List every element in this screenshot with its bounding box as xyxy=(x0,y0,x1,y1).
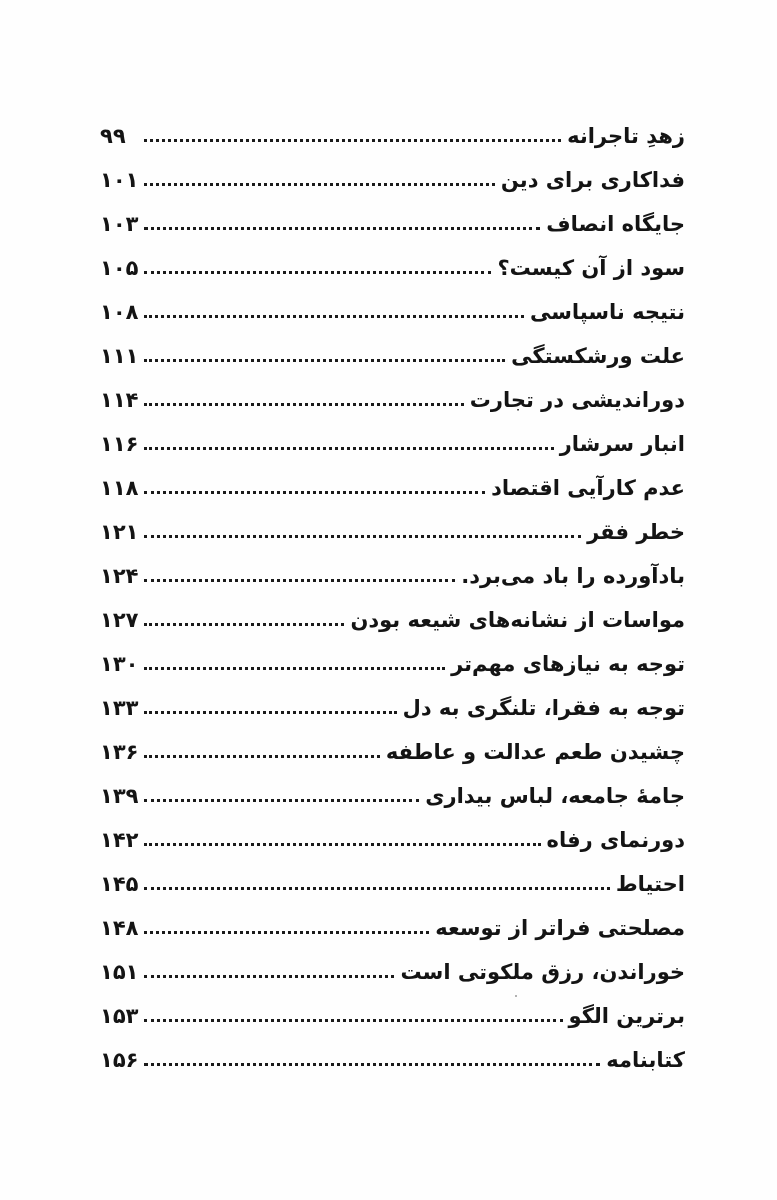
toc-entry xyxy=(100,639,685,683)
toc-entry xyxy=(100,1035,685,1079)
toc-entry xyxy=(100,111,685,155)
toc-entry-title: خوراندن، رزق ملکوتی است xyxy=(400,959,685,984)
toc-entry xyxy=(100,683,685,727)
toc-entry-title: فداکاری برای دین xyxy=(500,167,685,192)
toc-entry xyxy=(100,595,685,639)
toc-entry xyxy=(100,551,685,595)
toc-entry-page-number: ۱۱۴ xyxy=(100,387,139,412)
toc-entry-title: احتیاط xyxy=(615,871,685,896)
dot-leader xyxy=(144,183,494,186)
toc-entry-title: خطر فقر xyxy=(587,519,685,544)
toc-entry-title: انبار سرشار xyxy=(559,431,685,456)
toc-entry xyxy=(100,463,685,507)
toc-entry-page-number: ۱۱۶ xyxy=(100,431,139,456)
toc-entry-page-number: ۱۳۶ xyxy=(100,739,139,764)
toc-entry-page-number: ۱۳۳ xyxy=(100,695,139,720)
toc-entry-page-number: ۱۴۸ xyxy=(100,915,139,940)
toc-entry-page-number: ۱۴۲ xyxy=(100,827,139,852)
dot-leader xyxy=(144,755,379,758)
toc-entry-title: چشیدن طعم عدالت و عاطفه xyxy=(385,739,685,764)
dot-leader xyxy=(144,1063,600,1066)
toc-entry-title: علت ورشکستگی xyxy=(511,343,685,368)
toc-entry-title: دورنمای رفاه xyxy=(546,827,685,852)
toc-entry-title: مصلحتی فراتر از توسعه xyxy=(435,915,685,940)
toc-entry-title: عدم کارآیی اقتصاد xyxy=(491,475,685,500)
toc-entry xyxy=(100,507,685,551)
toc-entry-title: کتابنامه xyxy=(606,1047,685,1072)
dot-leader xyxy=(144,975,394,978)
toc-entry-page-number: ۱۵۳ xyxy=(100,1003,139,1028)
toc-entry xyxy=(100,155,685,199)
toc-entry-page-number: ۱۲۱ xyxy=(100,519,139,544)
dot-leader xyxy=(144,711,396,714)
toc-entry xyxy=(100,331,685,375)
toc-entry-title: توجه به فقرا، تلنگری به دل xyxy=(402,695,685,720)
toc-entry-title: سود از آن کیست؟ xyxy=(497,255,685,280)
toc-entry xyxy=(100,771,685,815)
dot-leader xyxy=(144,887,609,890)
toc-entry xyxy=(100,199,685,243)
toc-entry-title: برترین الگو xyxy=(568,1003,685,1028)
toc-entry xyxy=(100,419,685,463)
toc-entry-title: دوراندیشی در تجارت xyxy=(469,387,685,412)
dot-leader xyxy=(144,579,455,582)
toc-entry xyxy=(100,287,685,331)
toc-entry-title: مواسات از نشانه‌های شیعه بودن xyxy=(350,607,685,632)
dot-leader xyxy=(144,931,429,934)
dot-leader xyxy=(144,535,581,538)
toc-entry-title: جامهٔ جامعه، لباس بیداری xyxy=(425,783,685,808)
toc-entry xyxy=(100,991,685,1035)
dot-leader xyxy=(144,359,505,362)
toc-entry xyxy=(100,859,685,903)
toc-entry xyxy=(100,243,685,287)
toc-entry xyxy=(100,815,685,859)
toc-entry xyxy=(100,375,685,419)
table-of-contents xyxy=(100,111,685,1079)
toc-entry-title: بادآورده را باد می‌برد. xyxy=(461,563,685,588)
dot-leader xyxy=(144,623,344,626)
dot-leader xyxy=(144,447,553,450)
toc-entry-page-number: ۱۰۱ xyxy=(100,167,139,192)
dot-leader xyxy=(144,667,445,670)
dot-leader xyxy=(144,139,561,142)
toc-entry-page-number: ۱۰۳ xyxy=(100,211,139,236)
paper-speck xyxy=(515,995,517,997)
dot-leader xyxy=(144,227,540,230)
toc-entry-title: زهدِ تاجرانه xyxy=(567,123,685,148)
dot-leader xyxy=(144,491,485,494)
toc-entry-page-number: ۱۰۸ xyxy=(100,299,139,324)
toc-entry-page-number: ۱۵۶ xyxy=(100,1047,139,1072)
toc-entry-title: جایگاه انصاف xyxy=(546,211,685,236)
dot-leader xyxy=(144,843,540,846)
toc-entry-page-number: ۹۹ xyxy=(100,123,126,148)
toc-entry-page-number: ۱۳۹ xyxy=(100,783,139,808)
toc-entry-page-number: ۱۳۰ xyxy=(100,651,139,676)
toc-entry-page-number: ۱۱۸ xyxy=(100,475,139,500)
toc-entry-page-number: ۱۴۵ xyxy=(100,871,139,896)
dot-leader xyxy=(144,799,419,802)
toc-entry-title: توجه به نیازهای مهم‌تر xyxy=(451,651,685,676)
toc-entry-page-number: ۱۰۵ xyxy=(100,255,139,280)
dot-leader xyxy=(144,271,491,274)
dot-leader xyxy=(144,1019,562,1022)
toc-entry xyxy=(100,947,685,991)
dot-leader xyxy=(144,315,524,318)
toc-entry-page-number: ۱۲۷ xyxy=(100,607,139,632)
toc-entry-page-number: ۱۱۱ xyxy=(100,343,139,368)
toc-entry-title: نتیجه ناسپاسی xyxy=(530,299,685,324)
toc-entry-page-number: ۱۵۱ xyxy=(100,959,139,984)
toc-entry-page-number: ۱۲۴ xyxy=(100,563,139,588)
dot-leader xyxy=(144,403,463,406)
toc-entry xyxy=(100,903,685,947)
toc-entry xyxy=(100,727,685,771)
